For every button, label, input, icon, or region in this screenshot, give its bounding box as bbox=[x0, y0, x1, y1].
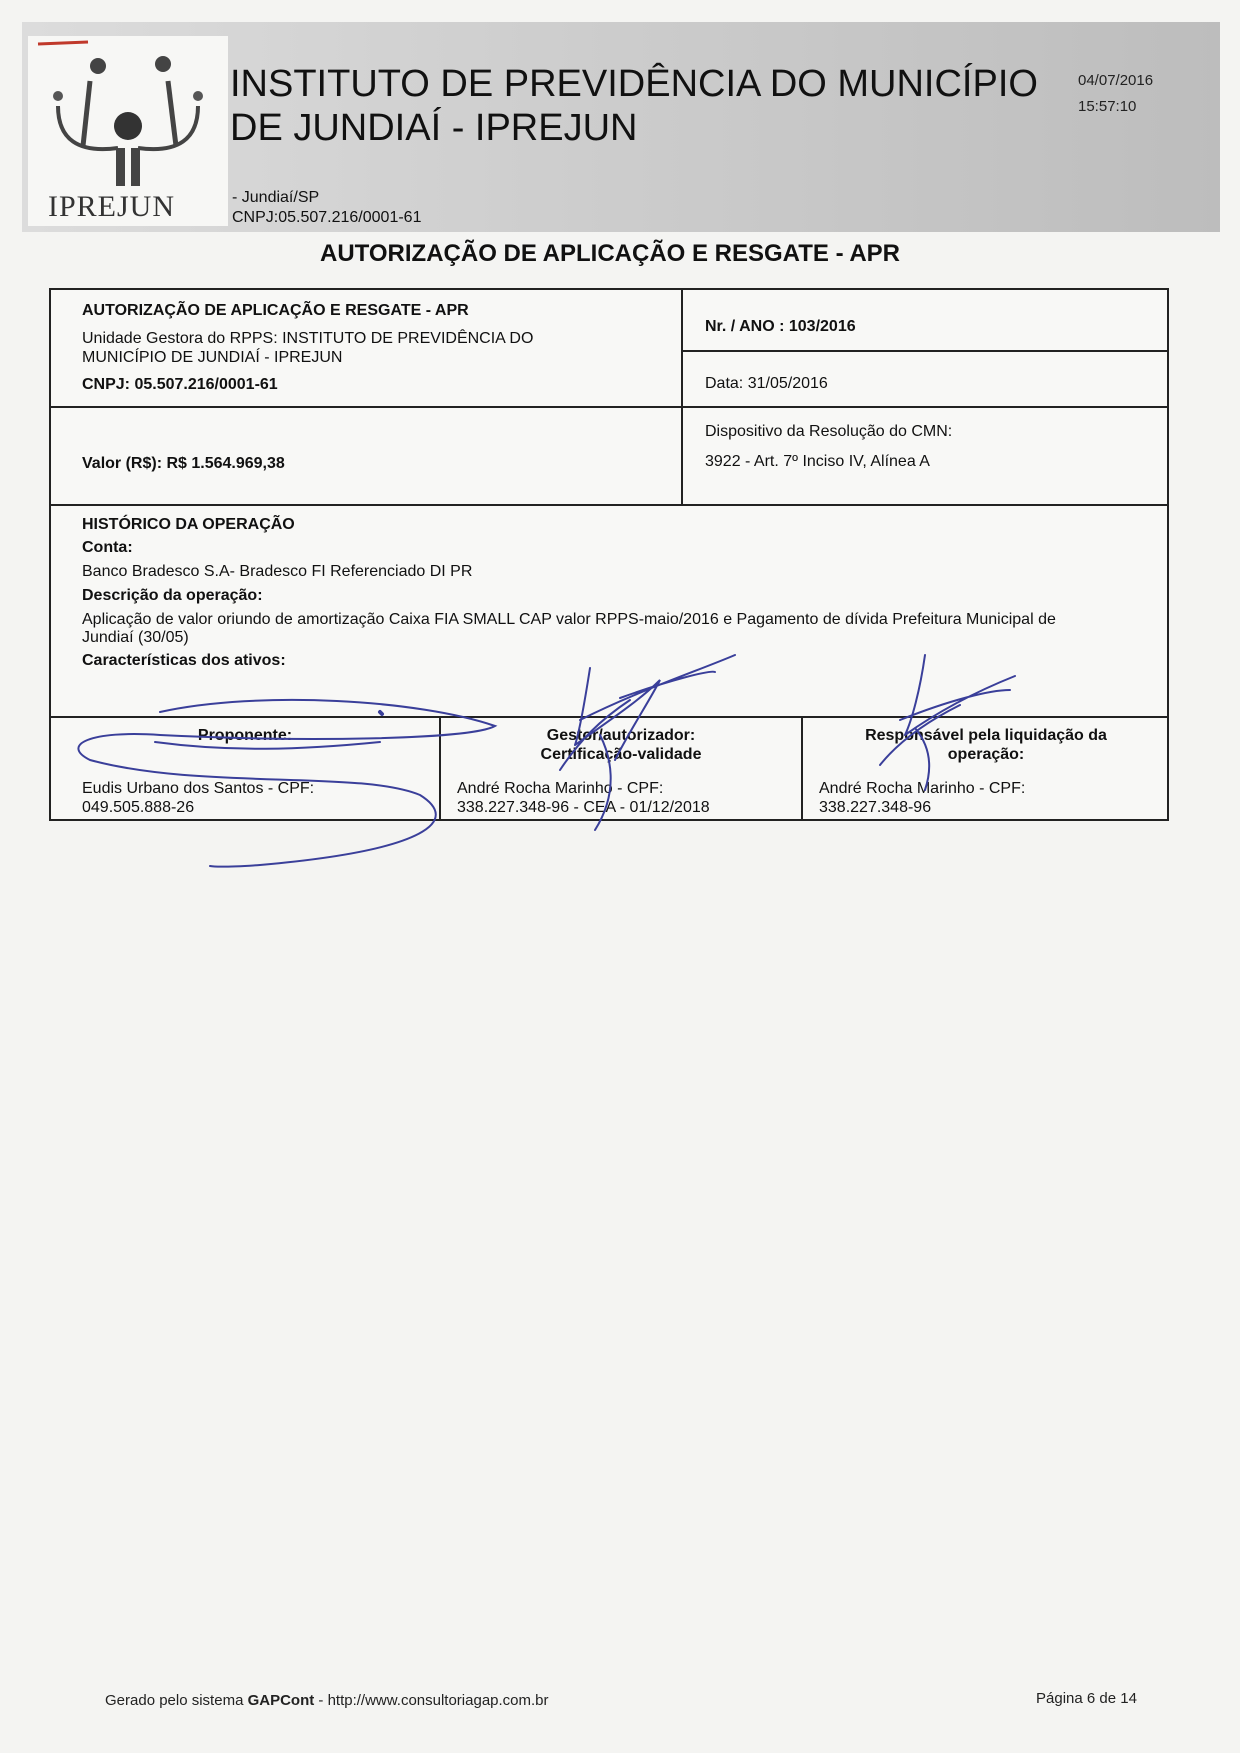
description-line-2: Jundiaí (30/05) bbox=[82, 629, 189, 646]
divider bbox=[51, 716, 1169, 718]
device-label: Dispositivo da Resolução do CMN: bbox=[705, 423, 953, 440]
value-field: Valor (R$): R$ 1.564.969,38 bbox=[82, 455, 285, 472]
divider bbox=[681, 290, 683, 504]
footer-generated: Gerado pelo sistema GAPCont - http://www.consultoriagap.com.br bbox=[105, 1692, 549, 1709]
institution-title: INSTITUTO DE PREVIDÊNCIA DO MUNICÍPIO DE JUNDIAÍ - IPREJUN bbox=[230, 63, 1038, 149]
box-title: AUTORIZAÇÃO DE APLICAÇÃO E RESGATE - APR bbox=[82, 302, 469, 319]
divider bbox=[51, 504, 1169, 506]
assets-label: Características dos ativos: bbox=[82, 652, 286, 669]
unit-line-1: Unidade Gestora do RPPS: INSTITUTO DE PREVIDÊNCIA DO bbox=[82, 330, 534, 347]
liquidation-label: Responsável pela liquidação da operação: bbox=[865, 727, 1107, 763]
proponent-name: Eudis Urbano dos Santos - CPF: bbox=[82, 780, 315, 797]
proponent-label: Proponente: bbox=[197, 727, 293, 744]
institution-city: - Jundiaí/SP bbox=[232, 189, 320, 206]
document-title: AUTORIZAÇÃO DE APLICAÇÃO E RESGATE - APR bbox=[319, 240, 901, 267]
print-datetime bbox=[1078, 68, 1153, 120]
print-date: 04/07/2016 bbox=[1078, 72, 1154, 89]
unit-line-2: MUNICÍPIO DE JUNDIAÍ - IPREJUN bbox=[82, 349, 343, 366]
liquidation-cpf: 338.227.348-96 bbox=[819, 799, 932, 816]
divider bbox=[51, 406, 1169, 408]
date-field: Data: 31/05/2016 bbox=[705, 375, 828, 392]
history-title: HISTÓRICO DA OPERAÇÃO bbox=[82, 516, 295, 533]
manager-name: André Rocha Marinho - CPF: bbox=[457, 780, 664, 797]
description-line-1: Aplicação de valor oriundo de amortização Caixa FIA SMALL CAP valor RPPS-maio/2016 e Pagamento de dívida Prefeitura Municipal de bbox=[82, 611, 1056, 628]
page-number: Página 6 de 14 bbox=[1036, 1690, 1137, 1707]
liquidation-name: André Rocha Marinho - CPF: bbox=[819, 780, 1026, 797]
manager-cpf: 338.227.348-96 - CEA - 01/12/2018 bbox=[457, 799, 710, 816]
print-time: 15:57:10 bbox=[1078, 98, 1137, 115]
unit-cnpj: CNPJ: 05.507.216/0001-61 bbox=[82, 376, 278, 393]
number-field: Nr. / ANO : 103/2016 bbox=[705, 318, 856, 335]
divider bbox=[681, 350, 1169, 352]
manager-label: Gestor/autorizador: Certificação-validade bbox=[540, 727, 702, 763]
description-label: Descrição da operação: bbox=[82, 587, 263, 604]
institution-address bbox=[232, 188, 421, 228]
proponent-cpf: 049.505.888-26 bbox=[82, 799, 195, 816]
account-value: Banco Bradesco S.A- Bradesco FI Referenciado DI PR bbox=[82, 563, 473, 580]
device-value: 3922 - Art. 7º Inciso IV, Alínea A bbox=[705, 453, 930, 470]
institution-cnpj: CNPJ:05.507.216/0001-61 bbox=[232, 209, 422, 226]
account-label: Conta: bbox=[82, 539, 133, 556]
logo-text: IPREJUN bbox=[48, 190, 176, 223]
apr-form bbox=[49, 288, 1169, 821]
